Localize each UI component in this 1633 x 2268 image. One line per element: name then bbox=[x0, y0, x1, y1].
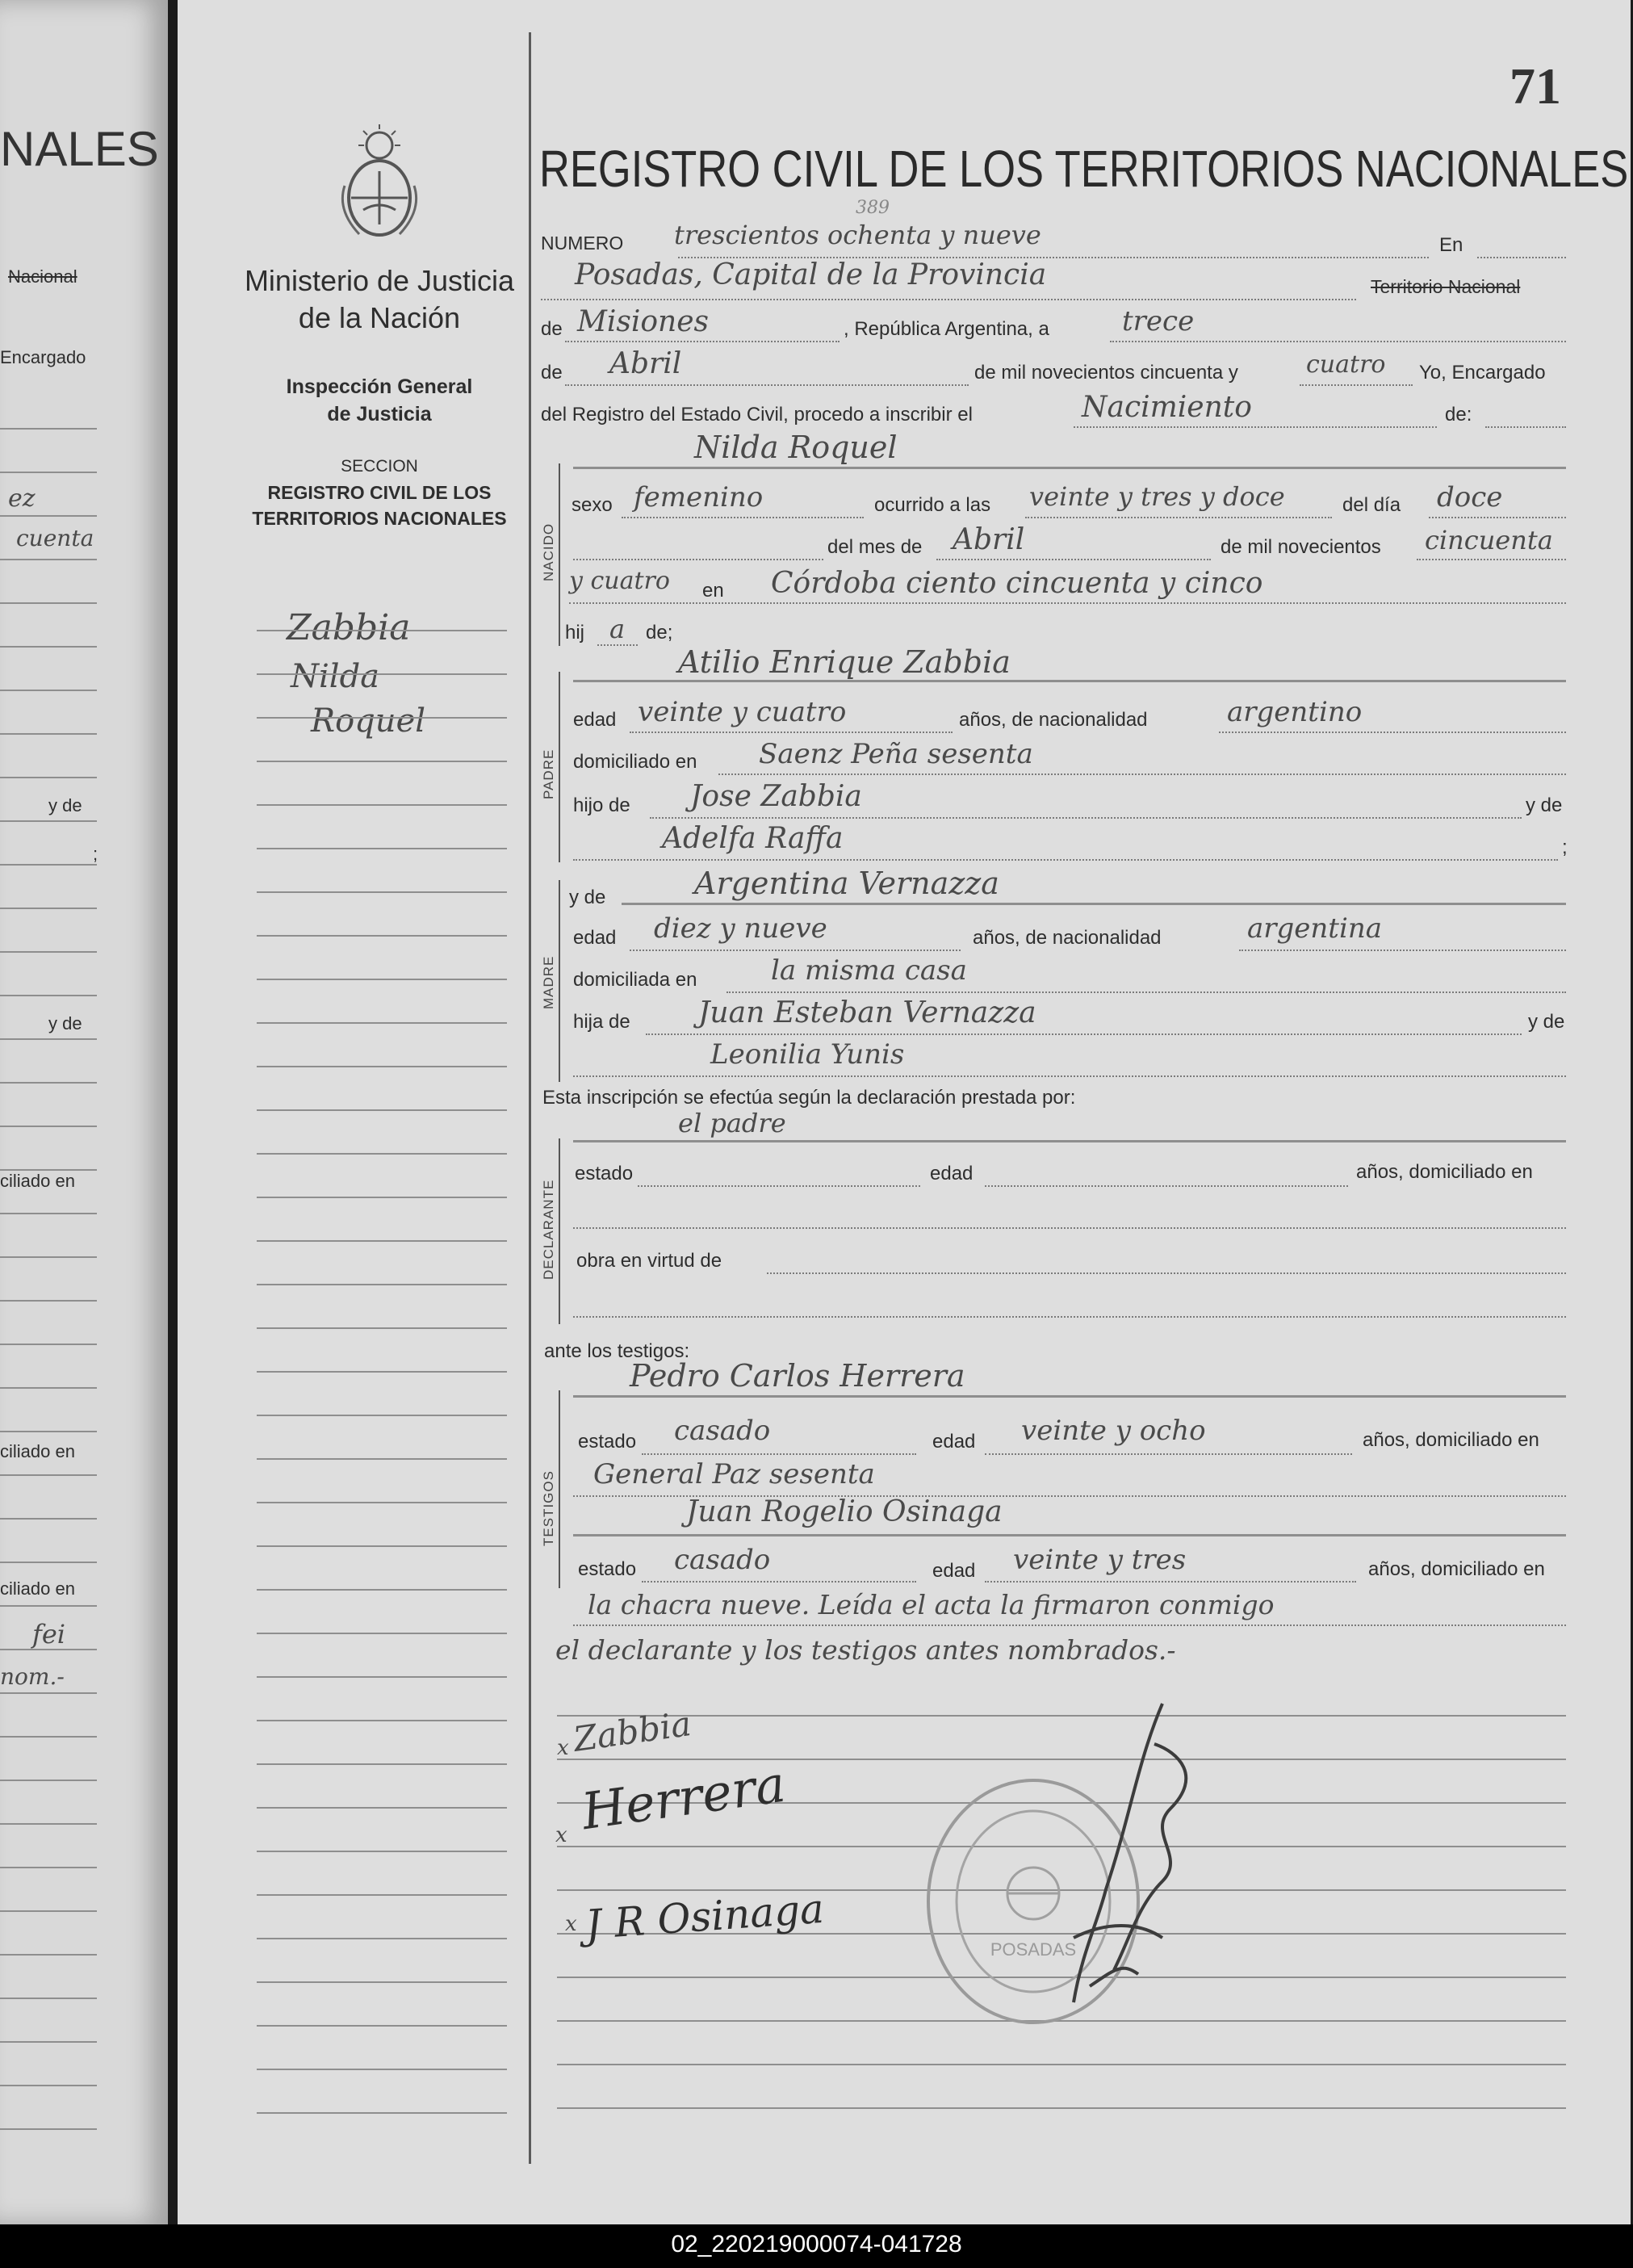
lugar-value: Córdoba ciento cincuenta y cinco bbox=[771, 567, 1263, 600]
ruled-line bbox=[0, 1213, 97, 1214]
numero-digits: 389 bbox=[856, 198, 890, 218]
testigo1-domicilio: General Paz sesenta bbox=[593, 1458, 875, 1490]
ruled-line bbox=[257, 1589, 507, 1591]
anio-value-cont: y cuatro bbox=[569, 567, 670, 595]
ruled-line bbox=[257, 804, 507, 806]
stub-divider bbox=[529, 32, 531, 2164]
ruled-line bbox=[257, 979, 507, 980]
ruled-line bbox=[0, 777, 97, 778]
numero-label: NUMERO bbox=[541, 233, 624, 254]
ruled-line bbox=[257, 1240, 507, 1242]
ruled-line bbox=[257, 1022, 507, 1024]
left-fragment: cuenta bbox=[16, 525, 94, 551]
anos-label: años, domiciliado en bbox=[1356, 1161, 1533, 1183]
section-line: TERRITORIOS NACIONALES bbox=[252, 508, 507, 529]
ruled-line bbox=[0, 1910, 97, 1912]
stub-given-name: Nilda bbox=[291, 658, 380, 695]
madre-nacionalidad: argentina bbox=[1247, 912, 1383, 945]
testigo1-estado: casado bbox=[674, 1415, 771, 1447]
ruled-line bbox=[257, 1763, 507, 1765]
ruled-line bbox=[0, 1344, 97, 1345]
left-fragment: nom.- bbox=[0, 1663, 65, 1690]
testigo2-edad: veinte y tres bbox=[1013, 1544, 1187, 1576]
ruled-line bbox=[0, 1431, 97, 1432]
left-fragment: Encargado bbox=[0, 347, 86, 367]
ruled-line bbox=[0, 1474, 97, 1476]
madre-edad: diez y nueve bbox=[654, 912, 827, 945]
act-value: Nacimiento bbox=[1082, 391, 1252, 424]
ruled-line bbox=[257, 1197, 507, 1198]
ruled-line bbox=[257, 2069, 507, 2070]
inspection-title bbox=[242, 373, 517, 428]
territorio-label: Territorio Nacional bbox=[1371, 276, 1521, 297]
mil-label: de mil novecientos bbox=[1221, 536, 1381, 558]
ruled-line bbox=[0, 602, 97, 604]
nacido-name: Nilda Roquel bbox=[694, 430, 898, 465]
ruled-line bbox=[0, 1126, 97, 1127]
ruled-line bbox=[0, 1300, 97, 1302]
ruled-line bbox=[257, 717, 507, 719]
ruled-line bbox=[557, 2107, 1566, 2109]
nacido-section-label: NACIDO bbox=[541, 522, 556, 581]
madre-domicilio: la misma casa bbox=[771, 954, 967, 987]
estado-label: estado bbox=[578, 1558, 637, 1580]
edad-label: edad bbox=[932, 1560, 976, 1582]
signature-mark: x bbox=[557, 1736, 569, 1760]
section-line: SECCION bbox=[341, 457, 418, 476]
ruled-line bbox=[0, 646, 97, 648]
abuelo-paterno: Jose Zabbia bbox=[690, 780, 862, 813]
ruled-line bbox=[257, 761, 507, 762]
left-fragment: y de bbox=[48, 1013, 82, 1033]
ruled-line bbox=[257, 1807, 507, 1809]
ruled-line bbox=[0, 1605, 97, 1607]
stub-given-name: Roquel bbox=[311, 702, 426, 740]
ruled-line bbox=[557, 2064, 1566, 2065]
hij-label: hij bbox=[565, 622, 585, 644]
ruled-line bbox=[257, 935, 507, 937]
left-fragment: Nacional bbox=[8, 266, 77, 287]
month-value: Abril bbox=[609, 347, 682, 380]
padre-nacionalidad: argentino bbox=[1227, 696, 1363, 728]
ruled-line bbox=[257, 891, 507, 893]
ruled-line bbox=[0, 1692, 97, 1694]
madre-bracket bbox=[559, 880, 560, 1082]
ruled-line bbox=[0, 1736, 97, 1738]
ruled-line bbox=[0, 1387, 97, 1389]
sexo-label: sexo bbox=[572, 494, 613, 516]
ruled-line bbox=[257, 2025, 507, 2027]
sexo-value: femenino bbox=[634, 481, 764, 514]
place-value: Posadas, Capital de la Provincia bbox=[575, 258, 1047, 291]
ruled-line bbox=[0, 733, 97, 735]
ruled-line bbox=[0, 1649, 97, 1650]
ruled-line bbox=[0, 1169, 97, 1171]
abuelo-materno: Juan Esteban Vernazza bbox=[698, 996, 1036, 1029]
section-title bbox=[242, 454, 517, 531]
ruled-line bbox=[257, 1851, 507, 1852]
footer-id: 02_220219000074-041728 bbox=[671, 2231, 962, 2258]
ruled-line bbox=[0, 1998, 97, 1999]
left-fragment: ciliado en bbox=[0, 1578, 75, 1599]
padre-name: Atilio Enrique Zabbia bbox=[678, 644, 1011, 680]
ruled-line bbox=[0, 908, 97, 909]
dia-value: doce bbox=[1437, 481, 1503, 514]
signature-mark: x bbox=[555, 1823, 567, 1847]
obra-label: obra en virtud de bbox=[576, 1250, 722, 1272]
encargado-label: Yo, Encargado bbox=[1419, 362, 1546, 384]
edad-label: edad bbox=[932, 1431, 976, 1453]
testigo2-estado: casado bbox=[674, 1544, 771, 1576]
anos-label: años, domiciliado en bbox=[1363, 1429, 1539, 1451]
ruled-line bbox=[257, 1720, 507, 1721]
section-line: REGISTRO CIVIL DE LOS bbox=[267, 482, 492, 503]
de-label: de bbox=[541, 318, 563, 340]
hora-value: veinte y tres y doce bbox=[1029, 481, 1285, 512]
ruled-line bbox=[0, 995, 97, 996]
stub-surname: Zabbia bbox=[287, 607, 411, 648]
inspection-line: de Justicia bbox=[327, 403, 432, 426]
del-dia-label: del día bbox=[1342, 494, 1401, 516]
ocurrido-label: ocurrido a las bbox=[874, 494, 991, 516]
ruled-line bbox=[257, 630, 507, 631]
ruled-line bbox=[0, 1038, 97, 1040]
coat-of-arms-icon bbox=[335, 121, 424, 242]
ministry-title bbox=[242, 262, 517, 337]
ruled-line bbox=[0, 2041, 97, 2043]
ruled-line bbox=[257, 1633, 507, 1634]
ruled-line bbox=[0, 1780, 97, 1781]
del-mes-label: del mes de bbox=[827, 536, 923, 558]
officer-signature bbox=[1041, 1696, 1235, 2019]
padre-domicilio: Saenz Peña sesenta bbox=[759, 738, 1033, 770]
yde-label: y de bbox=[1528, 1011, 1565, 1033]
nacido-bracket bbox=[559, 463, 560, 646]
left-page-fragment bbox=[0, 0, 168, 2224]
left-header-fragment: NALES bbox=[0, 122, 159, 176]
stamp-text: POSADAS bbox=[990, 1939, 1077, 1960]
de-label: de; bbox=[646, 622, 673, 644]
ruled-line bbox=[257, 1458, 507, 1460]
en-label: En bbox=[1439, 234, 1463, 256]
ruled-line bbox=[257, 1066, 507, 1067]
testigo2-name: Juan Rogelio Osinaga bbox=[686, 1495, 1003, 1528]
en-label: en bbox=[702, 580, 724, 602]
ruled-line bbox=[0, 515, 97, 517]
closing-text: el declarante y los testigos antes nombrados.- bbox=[555, 1634, 1176, 1666]
edad-label: edad bbox=[930, 1163, 974, 1184]
ruled-line bbox=[0, 1562, 97, 1563]
anos-label: años, de nacionalidad bbox=[973, 927, 1162, 949]
testigo1-name: Pedro Carlos Herrera bbox=[630, 1358, 965, 1394]
ruled-line bbox=[257, 1676, 507, 1678]
ministry-line: de la Nación bbox=[298, 301, 461, 334]
left-fragment: fei bbox=[32, 1619, 66, 1650]
ruled-line bbox=[0, 820, 97, 822]
ruled-line bbox=[257, 673, 507, 675]
padre-section-label: PADRE bbox=[541, 748, 556, 799]
madre-name: Argentina Vernazza bbox=[694, 866, 999, 901]
ministry-line: Ministerio de Justicia bbox=[244, 264, 515, 297]
ruled-line bbox=[257, 1938, 507, 1939]
ruled-line bbox=[257, 2112, 507, 2114]
year-label: de mil novecientos cincuenta y bbox=[974, 362, 1238, 384]
ruled-line bbox=[257, 848, 507, 849]
ruled-line bbox=[0, 2128, 97, 2130]
ruled-line bbox=[257, 1109, 507, 1111]
ruled-line bbox=[0, 472, 97, 473]
year-value: cuatro bbox=[1306, 350, 1386, 379]
ruled-line bbox=[257, 1415, 507, 1416]
anos-label: años, domiciliado en bbox=[1368, 1558, 1545, 1580]
numero-value: trescientos ochenta y nueve bbox=[674, 220, 1041, 250]
de-colon: de: bbox=[1445, 404, 1472, 426]
yde-label: y de bbox=[569, 887, 606, 908]
hijo-label: hijo de bbox=[573, 794, 630, 816]
ruled-line bbox=[0, 1823, 97, 1825]
signature-mark: x bbox=[565, 1912, 577, 1936]
testigos-section-label: TESTIGOS bbox=[541, 1470, 556, 1546]
left-fragment: ez bbox=[8, 484, 36, 513]
ruled-line bbox=[0, 864, 97, 866]
ruled-line bbox=[0, 1518, 97, 1520]
left-fragment: ciliado en bbox=[0, 1441, 75, 1461]
left-fragment: y de bbox=[48, 795, 82, 815]
hija-label: hija de bbox=[573, 1011, 630, 1033]
ruled-line bbox=[257, 1153, 507, 1155]
footer-bar bbox=[0, 2224, 1633, 2268]
ruled-line bbox=[0, 559, 97, 560]
testigos-bracket bbox=[559, 1390, 560, 1588]
signature-declarante: Zabbia bbox=[571, 1704, 694, 1759]
testigo2-domicilio: la chacra nueve. Leída el acta la firmaron conmigo bbox=[588, 1589, 1275, 1620]
ruled-line bbox=[257, 1284, 507, 1285]
padre-edad: veinte y cuatro bbox=[638, 696, 847, 728]
padre-semicolon: ; bbox=[1562, 836, 1568, 858]
yde-label: y de bbox=[1526, 794, 1563, 816]
form-title: REGISTRO CIVIL DE LOS TERRITORIOS NACIONALES bbox=[539, 140, 1629, 198]
estado-label: estado bbox=[578, 1431, 637, 1453]
ruled-line bbox=[257, 1371, 507, 1373]
province-value: Misiones bbox=[577, 305, 710, 338]
ruled-line bbox=[0, 1082, 97, 1084]
ruled-line bbox=[257, 1327, 507, 1329]
inscripcion-label: Esta inscripción se efectúa según la declaración prestada por: bbox=[542, 1087, 1076, 1109]
ruled-line bbox=[0, 1256, 97, 1258]
left-fragment: ciliado en bbox=[0, 1171, 75, 1191]
ruled-line bbox=[0, 1867, 97, 1868]
domicilio-label: domiciliada en bbox=[573, 969, 697, 991]
mes-value: Abril bbox=[953, 523, 1025, 556]
inspection-line: Inspección General bbox=[286, 375, 473, 398]
day-value: trece bbox=[1122, 305, 1195, 337]
abuela-materna: Leonilia Yunis bbox=[710, 1038, 905, 1071]
de-label: de bbox=[541, 362, 563, 384]
anos-label: años, de nacionalidad bbox=[959, 709, 1148, 731]
ruled-line bbox=[0, 2085, 97, 2086]
ruled-line bbox=[0, 690, 97, 691]
ruled-line bbox=[257, 1981, 507, 1983]
hij-value: a bbox=[609, 614, 626, 644]
page-number: 71 bbox=[1509, 57, 1561, 115]
left-fragment: ; bbox=[93, 844, 98, 864]
anio-value: cincuenta bbox=[1425, 525, 1553, 555]
ruled-line bbox=[0, 951, 97, 953]
ruled-line bbox=[0, 428, 97, 430]
republica-label: , República Argentina, a bbox=[844, 318, 1049, 340]
registro-label: del Registro del Estado Civil, procedo a inscribir el bbox=[541, 404, 973, 426]
declarante-section-label: DECLARANTE bbox=[541, 1179, 556, 1280]
domicilio-label: domiciliado en bbox=[573, 751, 697, 773]
signature-testigo1: Herrera bbox=[578, 1754, 789, 1842]
ruled-line bbox=[257, 1894, 507, 1896]
declarante-value: el padre bbox=[678, 1108, 786, 1138]
edad-label: edad bbox=[573, 927, 617, 949]
ruled-line bbox=[257, 1545, 507, 1547]
declarante-bracket bbox=[559, 1138, 560, 1324]
ruled-line bbox=[0, 1954, 97, 1956]
estado-label: estado bbox=[575, 1163, 634, 1184]
abuela-paterna: Adelfa Raffa bbox=[662, 822, 844, 855]
ruled-line bbox=[257, 1502, 507, 1503]
edad-label: edad bbox=[573, 709, 617, 731]
madre-section-label: MADRE bbox=[541, 955, 556, 1009]
padre-bracket bbox=[559, 672, 560, 862]
testigos-label: ante los testigos: bbox=[544, 1340, 690, 1362]
signature-testigo2: J R Osinaga bbox=[584, 1884, 826, 1949]
testigo1-edad: veinte y ocho bbox=[1021, 1415, 1206, 1447]
